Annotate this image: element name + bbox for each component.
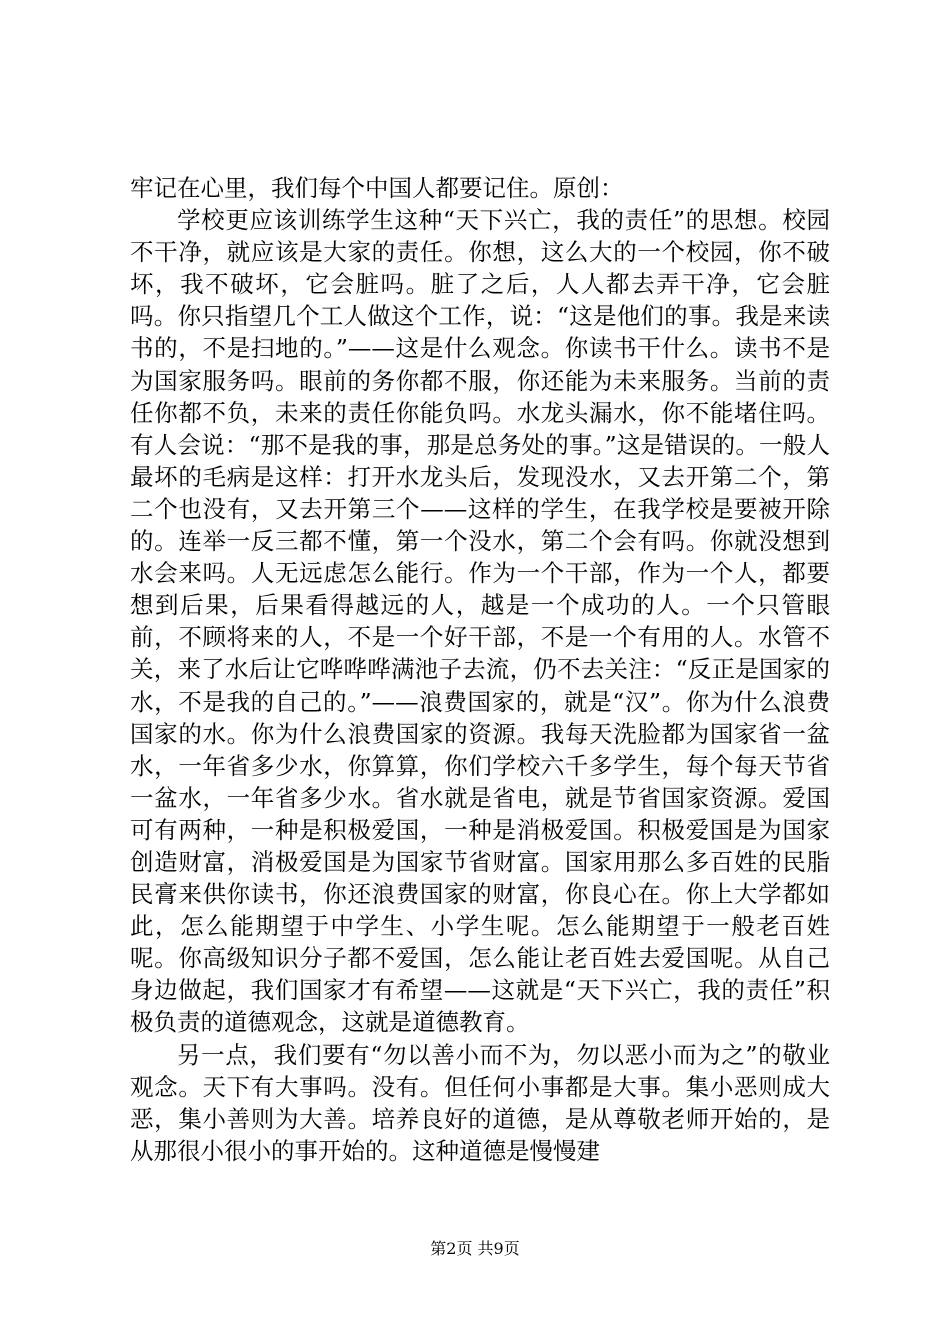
paragraph-dedication: 另一点，我们要有“勿以善小而不为，勿以恶小而为之”的敬业观念。天下有大事吗。没有。但任何小事都是大事。集小恶则成大恶，集小善则为大善。培养良好的道德，是从尊敬老师开始的，是从那很小很小的事开始的。这种道德是慢慢建 — [130, 1040, 830, 1165]
document-body — [130, 172, 830, 1167]
page-footer: 第2页 共9页 — [430, 1239, 520, 1258]
paragraph-continuation: 牢记在心里，我们每个中国人都要记住。原创： — [130, 174, 624, 202]
paragraph-school-responsibility: 学校更应该训练学生这种“天下兴亡，我的责任”的思想。校园不干净，就应该是大家的责任。你想，这么大的一个校园，你不破坏，我不破坏，它会脏吗。脏了之后，人人都去弄干净，它会脏吗。你只指望几个工人做这个工作，说：“这是他们的事。我是来读书的，不是扫地的。”——这是什么观念。你读书干什么。读书不是为国家服务吗。眼前的务你都不服，你还能为未来服务。当前的责任你都不负，未来的责任你能负吗。水龙头漏水，你不能堵住吗。有人会说：“那不是我的事，那是总务处的事。”这是错误的。一般人最坏的毛病是这样：打开水龙头后，发现没水，又去开第二个，第二个也没有，又去开第三个——这样的学生，在我学校是要被开除的。连举一反三都不懂，第一个没水，第二个会有吗。你就没想到水会来吗。人无远虑怎么能行。作为一个干部，作为一个人，都要想到后果，后果看得越远的人，越是一个成功的人。一个只管眼前，不顾将来的人，不是一个好干部，不是一个有用的人。水管不关，来了水后让它哗哗哗满池子去流，仍不去关注：“反正是国家的水，不是我的自己的。”——浪费国家的，就是“汉”。你为什么浪费国家的水。你为什么浪费国家的资源。我每天洗脸都为国家省一盆水，一年省多少水，你算算，你们学校六千多学生，每个每天节省一盆水，一年省多少水。省水就是省电，就是节省国家资源。爱国可有两种，一种是积极爱国，一种是消极爱国。积极爱国是为国家创造财富，消极爱国是为国家节省财富。国家用那么多百姓的民脂民膏来供你读书，你还浪费国家的财富，你良心在。你上大学都如此，怎么能期望于中学生、小学生呢。怎么能期望于一般老百姓呢。你高级知识分子都不爱国，怎么能让老百姓去爱国呢。从自己身边做起，我们国家才有希望——这就是“天下兴亡，我的责任”积极负责的道德观念，这就是道德教育。 — [130, 206, 830, 1037]
